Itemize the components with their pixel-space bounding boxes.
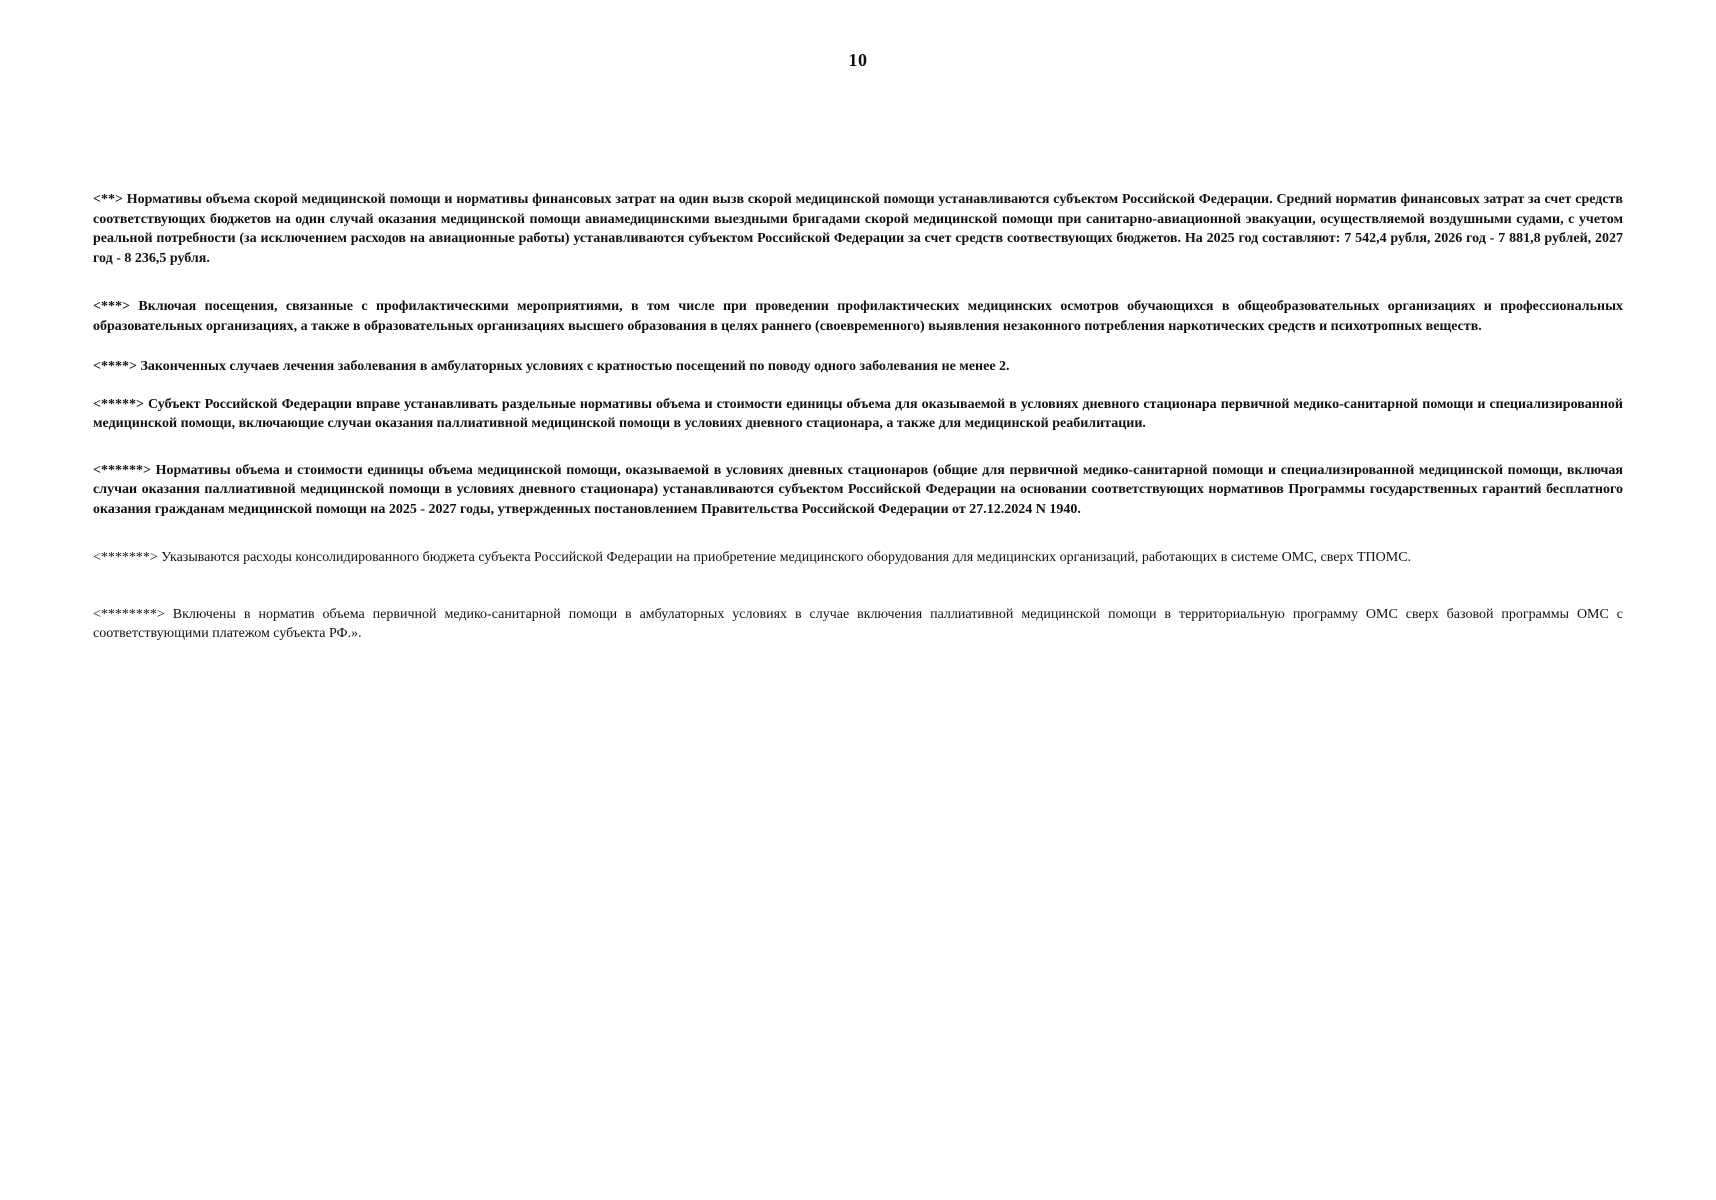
footnote-text: Нормативы объема и стоимости единицы объема медицинской помощи, оказываемой в условиях дневных стационаров (общие для первичной медико-санитарной помощи и специализированной медицинской помощи, включая случаи оказания паллиативной медицинской помощи в условиях дневного стационара) устанавливаются субъектом Российской Федерации на основании соответствующих нормативов Программы государственных гарантий бесплатного оказания гражданам медицинской помощи на 2025 - 2027 годы, утвержденных постановлением Правительства Российской Федерации от 27.12.2024 N 1940. — [93, 462, 1624, 517]
footnote-marker: <********> — [93, 606, 165, 622]
footnote-3 — [93, 297, 1623, 336]
footnotes-section — [93, 190, 1623, 644]
footnote-text: Законченных случаев лечения заболевания в амбулаторных условиях с кратностью посещений по поводу одного заболевания не менее 2. — [140, 359, 1010, 374]
footnote-text: Нормативы объема скорой медицинской помощи и нормативы финансовых затрат на один вызв скорой медицинской помощи устанавливаются субъектом Российской Федерации. Средний норматив финансовых затрат за счет средств соответствующих бюджетов на один случай оказания медицинской помощи авиамедицинскими выездными бригадами скорой медицинской помощи при санитарно-авиационной эвакуации, осуществляемой воздушными судами, с учетом реальной потребности (за исключением расходов на авиационные работы) устанавливаются субъектом Российской Федерации за счет средств соотвествующих бюджетов. На 2025 год составляют: 7 542,4 рубля, 2026 год - 7 881,8 рублей, 2027 год - 8 236,5 рубля. — [93, 192, 1623, 266]
footnote-text: Включены в норматив объема первичной медико-санитарной помощи в амбулаторных условиях в случае включения паллиативной медицинской помощи в территориальную программу ОМС сверх базовой программы ОМС с соответствующими платежом субъекта РФ.». — [93, 606, 1623, 641]
footnote-marker: <*******> — [93, 550, 158, 565]
footnote-marker: <**> — [93, 192, 123, 207]
footnote-8 — [93, 605, 1623, 644]
footnote-5 — [93, 395, 1623, 434]
footnote-marker: <******> — [93, 462, 151, 478]
footnote-marker: <***> — [93, 299, 130, 314]
footnote-text: Субъект Российской Федерации вправе устанавливать раздельные нормативы объема и стоимости единицы объема для оказываемой в условиях дневного стационара первичной медико-санитарной помощи и специализированной медицинской помощи, включающие случаи оказания паллиативной медицинской помощи в условиях дневного стационара, а также для медицинской реабилитации. — [93, 396, 1624, 431]
footnote-text: Включая посещения, связанные с профилактическими мероприятиями, в том числе при проведении профилактических медицинских осмотров обучающихся в общеобразовательных организациях и профессиональных образовательных организациях, а также в образовательных организациях высшего образования в целях раннего (своевременного) выявления незаконного потребления наркотических средств и психотропных веществ. — [93, 299, 1624, 334]
footnote-4 — [93, 357, 1623, 377]
footnote-marker: <*****> — [93, 396, 144, 412]
footnote-marker: <****> — [93, 359, 137, 374]
page-number: 10 — [848, 50, 868, 70]
footnote-text: Указываются расходы консолидированного бюджета субъекта Российской Федерации на приобретение медицинского оборудования для медицинских организаций, работающих в системе ОМС, сверх ТПОМС. — [161, 550, 1412, 565]
footnote-7 — [93, 548, 1623, 568]
footnote-2 — [93, 190, 1623, 268]
footnote-6 — [93, 461, 1623, 520]
